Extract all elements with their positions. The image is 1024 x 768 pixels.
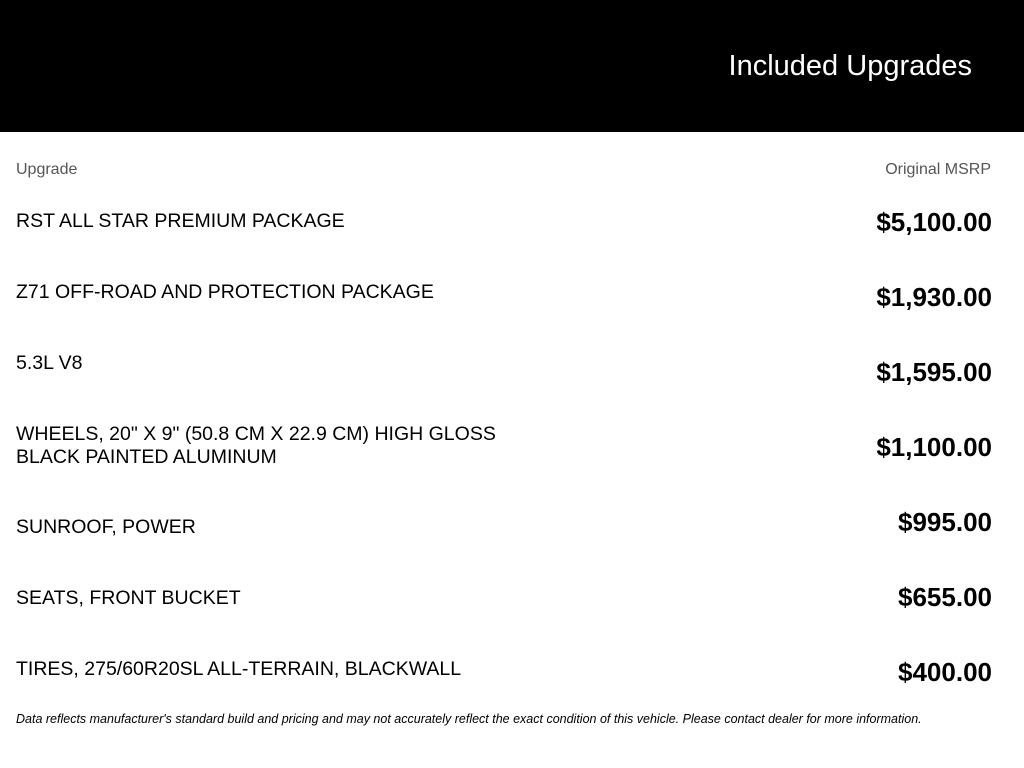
column-header-msrp: Original MSRP (885, 161, 991, 178)
upgrade-row (0, 418, 1024, 478)
disclaimer-text: Data reflects manufacturer's standard build and pricing and may not accurately reflect the exact condition of this vehicle. Please contact dealer for more information. (16, 712, 922, 726)
upgrade-row (0, 560, 1024, 620)
upgrade-row (0, 205, 1024, 265)
column-header-upgrade: Upgrade (16, 161, 78, 178)
page-title: Included Upgrades (728, 50, 972, 82)
upgrade-name: WHEELS, 20" X 9" (50.8 CM X 22.9 CM) HIGH GLOSS BLACK PAINTED ALUMINUM (16, 423, 496, 468)
upgrade-price: $995.00 (898, 507, 992, 537)
upgrade-name: SEATS, FRONT BUCKET (16, 587, 241, 609)
upgrade-name: Z71 OFF-ROAD AND PROTECTION PACKAGE (16, 281, 434, 303)
upgrade-name: RST ALL STAR PREMIUM PACKAGE (16, 210, 345, 232)
upgrade-price: $1,100.00 (876, 432, 992, 462)
upgrade-name: 5.3L V8 (16, 352, 83, 374)
upgrade-name: TIRES, 275/60R20SL ALL-TERRAIN, BLACKWALL (16, 658, 462, 680)
page-header (0, 0, 1024, 132)
upgrade-row (0, 489, 1024, 549)
upgrade-row (0, 631, 1024, 691)
upgrade-price: $5,100.00 (876, 207, 992, 237)
upgrade-price: $655.00 (898, 582, 992, 612)
upgrade-name: SUNROOF, POWER (16, 516, 196, 538)
upgrade-price: $1,930.00 (876, 282, 992, 312)
upgrade-row (0, 276, 1024, 336)
upgrade-price: $400.00 (898, 657, 992, 687)
upgrade-price: $1,595.00 (876, 357, 992, 387)
upgrade-row (0, 347, 1024, 407)
